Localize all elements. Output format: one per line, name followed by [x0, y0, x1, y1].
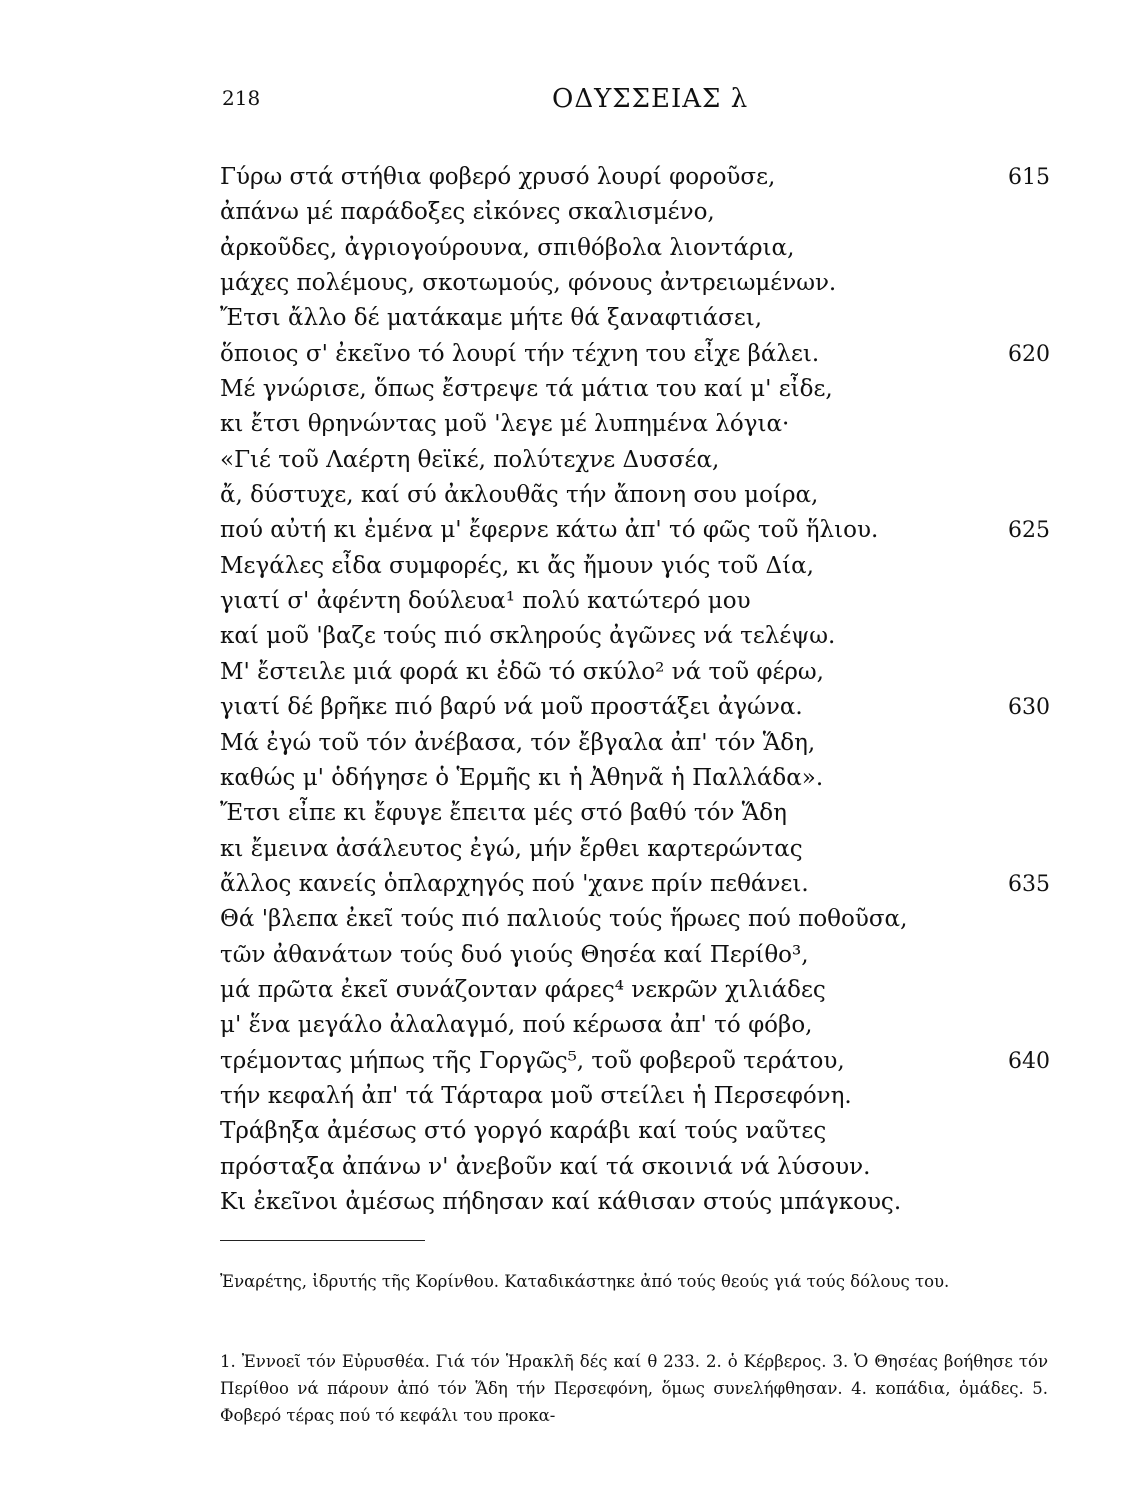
verse-line: [220, 1185, 1050, 1220]
verse-line: [220, 584, 1050, 619]
verse-line: [220, 902, 1050, 937]
line-number: 630: [1008, 695, 1050, 721]
page-header: [222, 84, 862, 124]
verse-text: ἄλλος κανείς ὁπλαρχηγός πού 'χανε πρίν πεθάνει.: [220, 870, 809, 897]
verse-text: κι ἔτσι θρηνώντας μοῦ 'λεγε μέ λυπημένα λόγια·: [220, 411, 790, 438]
verse-text: Μέ γνώρισε, ὅπως ἔστρεψε τά μάτια του καί μ' εἶδε,: [220, 376, 833, 403]
verse-text: μ' ἕνα μεγάλο ἀλαλαγμό, πού κέρωσα ἀπ' τό φόβο,: [220, 1012, 813, 1039]
verse-text: Μά ἐγώ τοῦ τόν ἀνέβασα, τόν ἔβγαλα ἀπ' τόν Ἅδη,: [220, 729, 816, 756]
verse-text: Θά 'βλεπα ἐκεῖ τούς πιό παλιούς τούς ἥρωες πού ποθοῦσα,: [220, 906, 908, 933]
verse-line: [220, 160, 1050, 195]
verse-line: [220, 690, 1050, 725]
verse-text: καί μοῦ 'βαζε τούς πιό σκληρούς ἀγῶνες νά τελέψω.: [220, 623, 836, 650]
verse-line: [220, 973, 1050, 1008]
verse-line: [220, 938, 1050, 973]
verse-line: [220, 655, 1050, 690]
verse-line: [220, 761, 1050, 796]
verse-line: [220, 867, 1050, 902]
verse-text: «Γιέ τοῦ Λαέρτη θεϊκέ, πολύτεχνε Δυσσέα,: [220, 446, 720, 473]
verse-text: Ἔτσι ἄλλο δέ ματάκαμε μήτε θά ξαναφτιάσει,: [220, 305, 763, 332]
verse-line: [220, 266, 1050, 301]
verse-text: Τράβηξα ἀμέσως στό γοργό καράβι καί τούς ναῦτες: [220, 1118, 827, 1145]
verse-text: Μεγάλες εἶδα συμφορές, κι ἄς ἤμουν γιός τοῦ Δία,: [220, 552, 814, 579]
verse-text: ἀρκοῦδες, ἀγριογούρουνα, σπιθόβολα λιοντάρια,: [220, 234, 795, 261]
line-number: 620: [1008, 341, 1050, 367]
verse-text: τήν κεφαλή ἀπ' τά Τάρταρα μοῦ στείλει ἡ Περσεφόνη.: [220, 1082, 852, 1109]
verse-text: Ἔτσι εἶπε κι ἔφυγε ἔπειτα μές στό βαθύ τόν Ἅδη: [220, 800, 787, 827]
verse-line: [220, 1150, 1050, 1185]
verse-line: [220, 372, 1050, 407]
footnote-carryover: Ἐναρέτης, ἱδρυτής τῆς Κορίνθου. Καταδικάστηκε ἀπό τούς θεούς γιά τούς δόλους του.: [220, 1272, 950, 1291]
verse-line: [220, 832, 1050, 867]
verse-line: [220, 195, 1050, 230]
verse-line: [220, 443, 1050, 478]
verse-text: κι ἔμεινα ἀσάλευτος ἐγώ, μήν ἔρθει καρτερώντας: [220, 835, 803, 862]
verse-line: [220, 513, 1050, 548]
footnote-separator: [220, 1240, 425, 1241]
poem-text: [220, 160, 1050, 1220]
verse-line: [220, 1079, 1050, 1114]
verse-line: [220, 1114, 1050, 1149]
verse-line: [220, 726, 1050, 761]
footnotes: 1. Ἐννοεῖ τόν Εὐρυσθέα. Γιά τόν Ἡρακλῆ δές καί θ 233. 2. ὁ Κέρβερος. 3. Ὁ Θησέας βοήθησε τόν Περίθοο νά πάρουν ἀπό τόν Ἅδη τήν Περσεφόνη, ὅμως συνελήφθησαν. 4. κοπάδια, ὁμάδες. 5. Φοβερό τέρας πού τό κεφάλι του προκα-: [220, 1352, 1048, 1425]
verse-line: [220, 478, 1050, 513]
line-number: 615: [1008, 165, 1050, 190]
verse-line: [220, 549, 1050, 584]
verse-text: μά πρῶτα ἐκεῖ συνάζονταν φάρες⁴ νεκρῶν χιλιάδες: [220, 976, 826, 1003]
verse-text: τρέμοντας μήπως τῆς Γοργῶς⁵, τοῦ φοβεροῦ τεράτου,: [220, 1047, 845, 1074]
verse-line: [220, 407, 1050, 442]
verse-line: [220, 337, 1050, 372]
verse-text: ἄ, δύστυχε, καί σύ ἀκλουθᾶς τήν ἄπονη σου μοίρα,: [220, 482, 819, 509]
verse-text: γιατί σ' ἀφέντη δούλευα¹ πολύ κατώτερό μου: [220, 588, 751, 615]
verse-text: πρόσταξα ἀπάνω ν' ἀνεβοῦν καί τά σκοινιά νά λύσουν.: [220, 1153, 871, 1180]
line-number: 635: [1008, 871, 1050, 897]
verse-line: [220, 301, 1050, 336]
verse-line: [220, 619, 1050, 654]
verse-text: τῶν ἀθανάτων τούς δυό γιούς Θησέα καί Περίθο³,: [220, 941, 809, 968]
verse-line: [220, 231, 1050, 266]
verse-text: Γύρω στά στήθια φοβερό χρυσό λουρί φοροῦσε,: [220, 164, 776, 190]
verse-text: πού αὐτή κι ἐμένα μ' ἔφερνε κάτω ἀπ' τό φῶς τοῦ ἥλιου.: [220, 517, 879, 544]
line-number: 640: [1008, 1048, 1050, 1074]
verse-text: Μ' ἔστειλε μιά φορά κι ἐδῶ τό σκύλο² νά τοῦ φέρω,: [220, 658, 824, 685]
verse-text: Κι ἐκεῖνοι ἀμέσως πήδησαν καί κάθισαν στούς μπάγκους.: [220, 1188, 902, 1215]
verse-text: ὅποιος σ' ἐκεῖνο τό λουρί τήν τέχνη του εἶχε βάλει.: [220, 340, 820, 367]
line-number: 625: [1008, 518, 1050, 544]
page-number: 218: [222, 86, 261, 110]
verse-text: ἀπάνω μέ παράδοξες εἰκόνες σκαλισμένο,: [220, 199, 715, 226]
verse-line: [220, 1008, 1050, 1043]
verse-text: μάχες πολέμους, σκοτωμούς, φόνους ἀντρειωμένων.: [220, 270, 837, 297]
verse-line: [220, 1044, 1050, 1079]
verse-text: γιατί δέ βρῆκε πιό βαρύ νά μοῦ προστάξει ἀγώνα.: [220, 694, 803, 721]
verse-text: καθώς μ' ὁδήγησε ὁ Ἑρμῆς κι ἡ Ἀθηνᾶ ἡ Παλλάδα».: [220, 764, 824, 791]
running-title: ΟΔΥΣΣΕΙΑΣ λ: [552, 84, 749, 114]
verse-line: [220, 796, 1050, 831]
